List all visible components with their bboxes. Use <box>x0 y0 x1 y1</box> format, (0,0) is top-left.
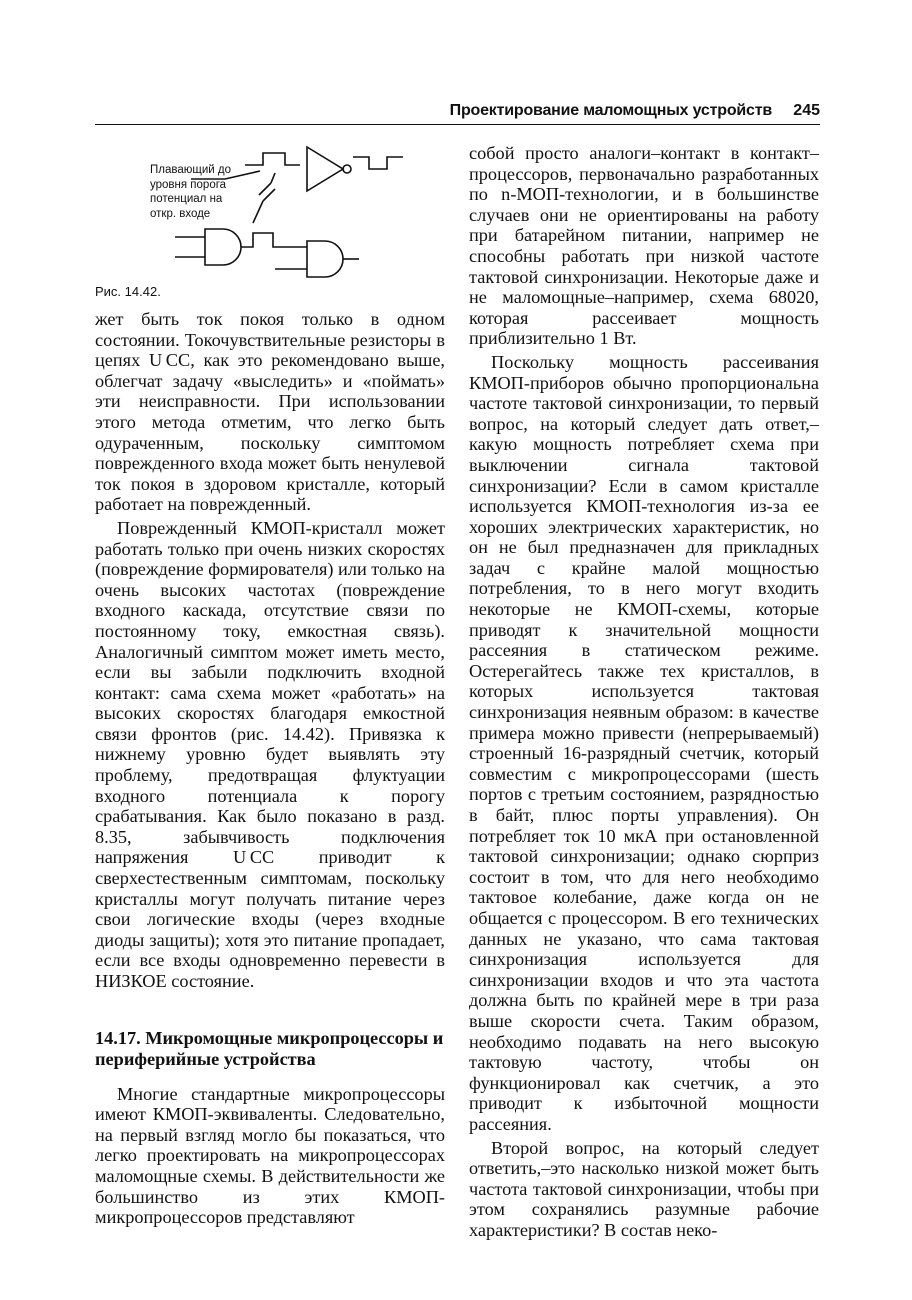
coupling-capacitor-plate-1 <box>259 183 271 195</box>
paragraph: жет быть ток покоя только в одном состоянии. Токочувствительные резисторы в цепях U CC, как это рекомендовано выше, облегчат задачу «выследить» и «поймать» эти неисправности. При использовании этого метода отметим, что легко быть одураченным, поскольку симптомом поврежденного входа может быть ненулевой ток покоя в здоровом кристалле, который работает на поврежденный. <box>95 309 445 515</box>
page-header <box>95 100 820 125</box>
output-pulse-waveform <box>353 157 403 169</box>
figure-label-line: Плавающий до <box>150 164 231 176</box>
page-number: 245 <box>793 102 820 119</box>
paragraph: Поврежденный КМОП-кристалл может работать только при очень низких скоростях (повреждение формирователя) или только на очень высоких частотах (повреждение входного каскада, отсутствие связи по постоянному току, емкостная связь). Аналогичный симптом может иметь место, если вы забыли подключить входной контакт: сама схема может «работать» на высоких скоростях благодаря емкостной связи фронтов (рис. 14.42). Привязка к нижнему уровню будет выявлять эту проблему, предотвращая флуктуации входного потенциала к порогу срабатывания. Как было показано в разд. 8.35, забывчивость подключения напряжения U CC приводит к сверхестественным симптомам, поскольку кристаллы могут получать питание через свои логические входы (через входные диоды защиты); хотя это питание пропадает, если все входы одновременно перевести в НИЗКОЕ состояние. <box>95 517 445 991</box>
coupling-wire-upper <box>271 173 275 183</box>
figure-label-line: уровня порога <box>150 178 227 191</box>
paragraph: Поскольку мощность рассеивания КМОП-приборов обычно пропорциональна частоте тактовой синхронизации, то первый вопрос, на который следует дать ответ,–какую мощность потребляет схема при выключении сигнала тактовой синхронизации? Если в самом кристалле используется КМОП-технология из-за ее хороших электрических характеристик, но он не был предназначен для прикладных задач с крайне малой мощностью потребления, то в него могут входить некоторые не КМОП-схемы, которые приводят к значительной мощности рассеяния в статическом режиме. Остерегайтесь также тех кристаллов, в которых используется тактовая синхронизация неявным образом: в качестве примера можно привести (непрерываемый) строенный 16-разрядный счетчик, который совместим с микропроцессорами (шесть портов с третьим состоянием, разрядностью в байт, плюс порты управления). Он потребляет ток 10 мкА при остановленной тактовой синхронизации; однако сюрприз состоит в том, что для него необходимо тактовое колебание, даже когда он не общается с процессором. В его технических данных не указано, что сама тактовая синхронизация используется для синхронизации входов и что эта частота должна быть по крайней мере в три раза выше скорости счета. Таким образом, необходимо подавать на него высокую тактовую частоту, чтобы он функционировал как счетчик, а это приводит к избыточной мощности рассеяния. <box>469 351 819 1134</box>
logic-circuit-diagram <box>95 143 445 283</box>
left-column <box>95 143 445 1228</box>
paragraph: Второй вопрос, на который следует ответить,–это насколько низкой может быть частота тактовой синхронизации, чтобы при этом сохранялись разумные рабочие характеристики? В состав неко- <box>469 1137 819 1240</box>
figure-label-line: потенциал на <box>150 193 223 205</box>
right-column <box>469 143 819 1240</box>
and-gate-2 <box>307 241 343 277</box>
paragraph: собой просто аналоги–контакт в контакт–процессоров, первоначально разработанных по n-МОП-технологии, и в большинстве случаев они не ориентированы на работу при батарейном питании, например не способны работать при низкой частоте тактовой синхронизации. Некоторые даже и не маломощные–например, схема 68020, которая рассеивает мощность приблизительно 1 Вт. <box>469 143 819 349</box>
figure-label <box>150 163 260 221</box>
running-title: Проектирование маломощных устройств <box>449 102 772 119</box>
figure-14-42 <box>95 143 445 283</box>
intermediate-pulse-waveform <box>241 233 289 247</box>
section-heading: 14.17. Микромощные микропроцессоры и периферийные устройства <box>95 1027 444 1069</box>
and-gate-1 <box>205 229 241 265</box>
figure-label-line: откр. входе <box>150 207 211 220</box>
inverter-symbol <box>307 147 343 191</box>
paragraph: Многие стандартные микропроцессоры имеют КМОП-эквиваленты. Следовательно, на первый взгляд могло бы показаться, что легко проектировать на микропроцессорах маломощные схемы. В действительности же большинство из этих КМОП-микропроцессоров представляют <box>95 1083 445 1228</box>
coupling-capacitor-plate-2 <box>263 189 275 201</box>
figure-caption: Рис. 14.42. <box>95 284 161 299</box>
